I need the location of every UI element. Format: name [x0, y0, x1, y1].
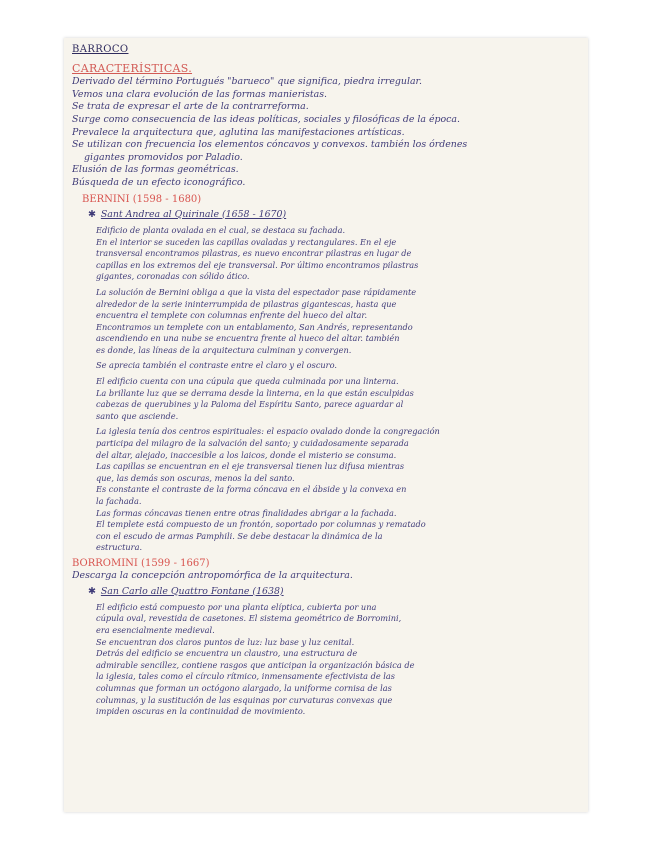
note-line: la iglesia, tales como el círculo rítmico, inmensamente efectivista de las	[96, 671, 396, 682]
borromini-notes	[72, 602, 584, 718]
note-line: impiden oscuras en la continuidad de movimiento.	[96, 706, 306, 717]
note-line: El edificio está compuesto por una planta elíptica, cubierta por una	[96, 601, 377, 612]
borromini-heading: BORROMINI (1599 - 1667)	[72, 557, 210, 569]
note-line: columnas, y la sustitución de las esquinas por curvaturas convexas que	[96, 694, 393, 705]
characteristic-line: gigantes promovidos por Paladio.	[84, 151, 243, 163]
work-title-text: San Carlo alle Quattro Fontane (1638)	[100, 585, 284, 597]
characteristic-line: Prevalece la arquitectura que, aglutina las manifestaciones artísticas.	[72, 126, 405, 138]
note-line: admirable sencillez, contiene rasgos que anticipan la organización básica de	[96, 659, 415, 670]
bernini-paragraph-1	[72, 225, 584, 283]
note-line: es donde, las líneas de la arquitectura culminan y convergen.	[96, 344, 352, 355]
borromini-intro: Descarga la concepción antropomórfica de la arquitectura.	[72, 569, 353, 581]
note-line: la fachada.	[96, 496, 142, 506]
note-line: El templete está compuesto de un frontón, soportado por columnas y rematado	[96, 519, 426, 530]
characteristics-heading: CARACTERÍSTICAS.	[72, 62, 193, 76]
note-line: encuentra el templete con columnas enfrente del hueco del altar.	[96, 310, 368, 321]
note-line: santo que asciende.	[96, 410, 179, 421]
note-line: participa del milagro de la salvación del santo; y cuidadosamente separada	[96, 438, 409, 449]
borromini-work-title	[88, 586, 584, 598]
work-title-text: Sant Andrea al Quirinale (1658 - 1670)	[100, 208, 287, 220]
characteristic-line: Surge como consecuencia de las ideas políticas, sociales y filosóficas de la época.	[72, 114, 460, 126]
characteristic-line: Se utilizan con frecuencia los elementos cóncavos y convexos. también los órdenes	[72, 139, 468, 151]
note-line: transversal encontramos pilastras, es nuevo encontrar pilastras en lugar de	[96, 248, 412, 259]
characteristic-line: Derivado del término Portugués "barueco" que significa, piedra irregular.	[72, 76, 422, 88]
note-line: estructura.	[96, 542, 143, 553]
page-title: BARROCO	[72, 44, 129, 55]
note-line: cabezas de querubines y la Paloma del Espíritu Santo, parece aguardar al	[96, 399, 404, 410]
characteristics-list	[72, 76, 584, 189]
handwritten-notes	[72, 44, 584, 718]
note-line: con el escudo de armas Pamphili. Se debe destacar la dinámica de la	[96, 530, 383, 541]
characteristic-line: Elusión de las formas geométricas.	[72, 164, 239, 176]
notebook-page	[64, 38, 588, 812]
note-line: Se aprecia también el contraste entre el claro y el oscuro.	[96, 360, 337, 371]
note-line: Encontramos un templete con un entablamento, San Andrés, representando	[96, 321, 413, 332]
note-line: Detrás del edificio se encuentra un claustro, una estructura de	[96, 648, 358, 659]
note-line: Se encuentran dos claros puntos de luz: luz base y luz cenital.	[96, 636, 355, 647]
characteristic-line: Se trata de expresar el arte de la contrarreforma.	[72, 101, 309, 113]
note-line: La brillante luz que se derrama desde la linterna, en la que están esculpidas	[96, 387, 414, 398]
note-line: ascendiendo en una nube se encuentra frente al hueco del altar. también	[96, 333, 400, 344]
note-line: La iglesia tenía dos centros espirituales: el espacio ovalado donde la congregación	[96, 426, 440, 437]
note-line: Las formas cóncavas tienen entre otras finalidades abrigar a la fachada.	[96, 507, 397, 518]
note-line: Edificio de planta ovalada en el cual, se destaca su fachada.	[96, 224, 346, 235]
note-line: El edificio cuenta con una cúpula que queda culminada por una linterna.	[96, 376, 399, 387]
asterisk-icon: ✱	[88, 208, 96, 220]
bernini-paragraph-3	[72, 360, 584, 372]
note-line: alrededor de la serie ininterrumpida de pilastras gigantescas, hasta que	[96, 298, 397, 309]
note-line: gigantes, coronadas con sólido ático.	[96, 271, 250, 282]
note-line: que, las demás son oscuras, menos la del santo.	[96, 472, 295, 483]
note-line: era esencialmente medieval.	[96, 625, 215, 636]
bernini-heading: BERNINI (1598 - 1680)	[82, 193, 202, 205]
note-line: capillas en los extremos del eje transversal. Por último encontramos pilastras	[96, 259, 419, 270]
characteristic-line: Búsqueda de un efecto iconográfico.	[72, 177, 246, 189]
note-line: columnas que forman un octógono alargado, la uniforme cornisa de las	[96, 683, 392, 694]
note-line: Las capillas se encuentran en el eje transversal tienen luz difusa mientras	[96, 461, 405, 472]
bernini-paragraph-5	[72, 426, 584, 554]
bernini-paragraph-4	[72, 376, 584, 422]
note-line: Es constante el contraste de la forma cóncava en el ábside y la convexa en	[96, 484, 407, 495]
note-line: del altar, alejado, inaccesible a los laicos, donde el misterio se consuma.	[96, 449, 397, 460]
note-line: En el interior se suceden las capillas ovaladas y rectangulares. En el eje	[96, 236, 397, 247]
bernini-work-title	[88, 209, 584, 221]
bernini-paragraph-2	[72, 287, 584, 357]
note-line: cúpula oval, revestida de casetones. El sistema geométrico de Borromini,	[96, 613, 402, 624]
asterisk-icon: ✱	[88, 585, 96, 597]
characteristic-line: Vemos una clara evolución de las formas manieristas.	[72, 88, 328, 100]
note-line: La solución de Bernini obliga a que la vista del espectador pase rápidamente	[96, 286, 417, 297]
